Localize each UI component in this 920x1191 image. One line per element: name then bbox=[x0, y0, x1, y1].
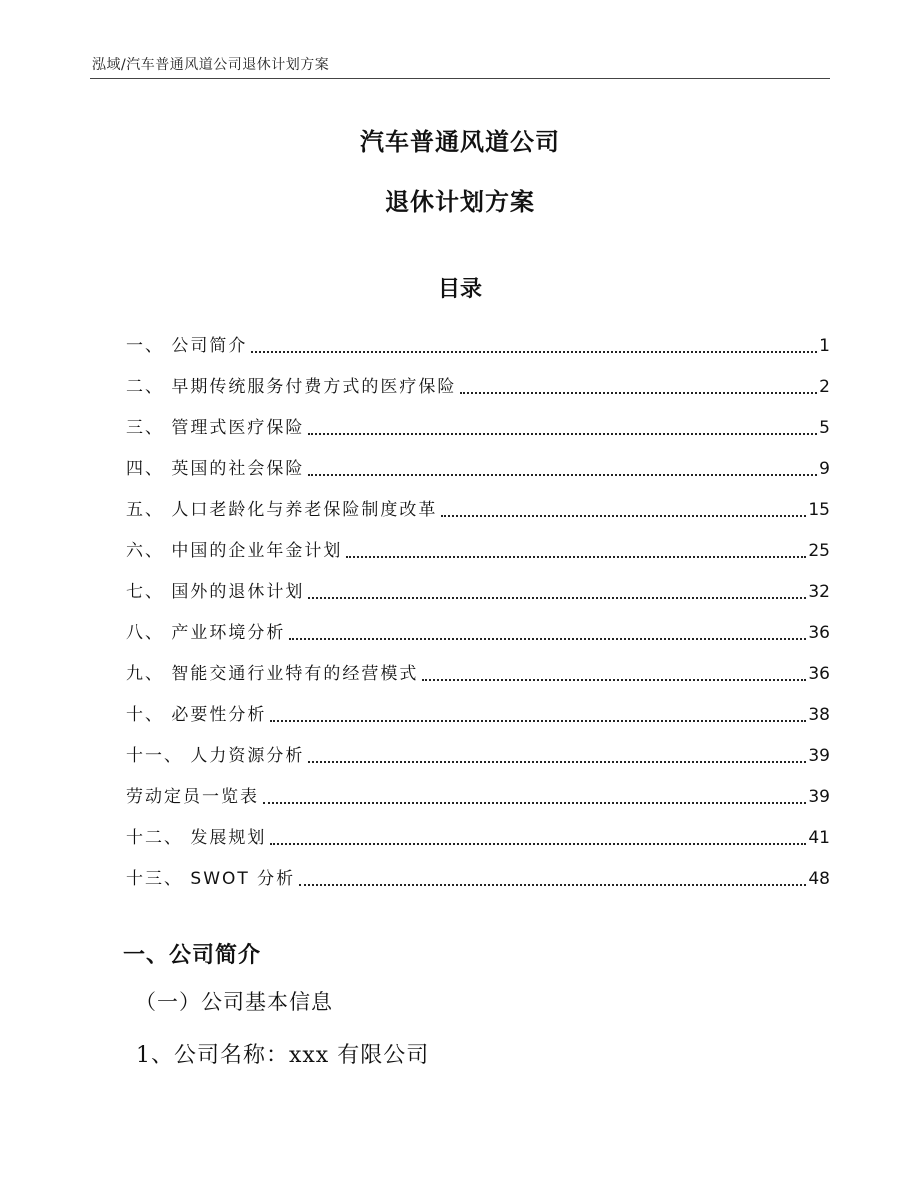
subsection-heading: （一）公司基本信息 bbox=[135, 990, 333, 1014]
document-subtitle: 退休计划方案 bbox=[385, 188, 535, 216]
toc-leader bbox=[460, 392, 817, 394]
page-header: 泓域/汽车普通风道公司退休计划方案 bbox=[92, 57, 330, 73]
toc-leader bbox=[422, 679, 806, 681]
toc-entry[interactable] bbox=[126, 690, 830, 731]
toc-leader bbox=[308, 597, 806, 599]
toc-entry[interactable] bbox=[126, 608, 830, 649]
toc-entry-label: 九、 智能交通行业特有的经营模式 bbox=[126, 664, 419, 684]
toc-entry-page: 41 bbox=[808, 828, 830, 848]
toc-entry[interactable] bbox=[126, 813, 830, 854]
toc-entry-label: 四、 英国的社会保险 bbox=[126, 459, 305, 479]
toc-leader bbox=[308, 433, 817, 435]
toc-entry[interactable] bbox=[126, 854, 830, 895]
toc-leader bbox=[299, 884, 806, 886]
toc-entry[interactable] bbox=[126, 444, 830, 485]
document-title: 汽车普通风道公司 bbox=[360, 128, 560, 156]
toc-entry[interactable] bbox=[126, 731, 830, 772]
toc-leader bbox=[263, 802, 806, 804]
toc-leader bbox=[308, 761, 806, 763]
toc-entry-page: 39 bbox=[808, 787, 830, 807]
toc-leader bbox=[270, 843, 806, 845]
header-rule bbox=[90, 78, 830, 79]
toc-entry-label: 三、 管理式医疗保险 bbox=[126, 418, 305, 438]
toc-entry-label: 五、 人口老龄化与养老保险制度改革 bbox=[126, 500, 438, 520]
toc-entry-label: 十三、 SWOT 分析 bbox=[126, 869, 296, 889]
toc-entry-label: 二、 早期传统服务付费方式的医疗保险 bbox=[126, 377, 457, 397]
toc-entry-label: 十、 必要性分析 bbox=[126, 705, 267, 725]
toc-entry-label: 十二、 发展规划 bbox=[126, 828, 267, 848]
toc-entry-label: 八、 产业环境分析 bbox=[126, 623, 286, 643]
toc-entry[interactable] bbox=[126, 567, 830, 608]
toc-leader bbox=[308, 474, 817, 476]
toc-entry[interactable] bbox=[126, 321, 830, 362]
toc-entry[interactable] bbox=[126, 649, 830, 690]
toc-entry-page: 1 bbox=[819, 336, 830, 356]
toc-entry[interactable] bbox=[126, 485, 830, 526]
toc-entry-page: 15 bbox=[808, 500, 830, 520]
toc-leader bbox=[270, 720, 806, 722]
toc-entry[interactable] bbox=[126, 526, 830, 567]
toc-entry-page: 36 bbox=[808, 623, 830, 643]
toc-entry-label: 一、 公司简介 bbox=[126, 336, 248, 356]
toc-leader bbox=[346, 556, 806, 558]
toc-entry-label: 劳动定员一览表 bbox=[126, 787, 259, 807]
toc-entry-page: 5 bbox=[819, 418, 830, 438]
toc-entry-page: 38 bbox=[808, 705, 830, 725]
section-heading: 一、公司简介 bbox=[123, 943, 262, 968]
toc-entry[interactable] bbox=[126, 403, 830, 444]
toc-heading: 目录 bbox=[437, 277, 482, 302]
toc-entry-page: 2 bbox=[819, 377, 830, 397]
toc-entry-label: 十一、 人力资源分析 bbox=[126, 746, 305, 766]
toc-leader bbox=[251, 351, 817, 353]
body-line: 1、公司名称：xxx 有限公司 bbox=[136, 1043, 430, 1068]
table-of-contents bbox=[126, 321, 830, 895]
toc-entry-label: 六、 中国的企业年金计划 bbox=[126, 541, 343, 561]
toc-entry-page: 36 bbox=[808, 664, 830, 684]
toc-entry-page: 32 bbox=[808, 582, 830, 602]
toc-leader bbox=[441, 515, 806, 517]
toc-leader bbox=[289, 638, 806, 640]
toc-entry[interactable] bbox=[126, 362, 830, 403]
toc-entry-page: 48 bbox=[808, 869, 830, 889]
toc-entry[interactable] bbox=[126, 772, 830, 813]
toc-entry-page: 9 bbox=[819, 459, 830, 479]
toc-entry-label: 七、 国外的退休计划 bbox=[126, 582, 305, 602]
toc-entry-page: 39 bbox=[808, 746, 830, 766]
toc-entry-page: 25 bbox=[808, 541, 830, 561]
